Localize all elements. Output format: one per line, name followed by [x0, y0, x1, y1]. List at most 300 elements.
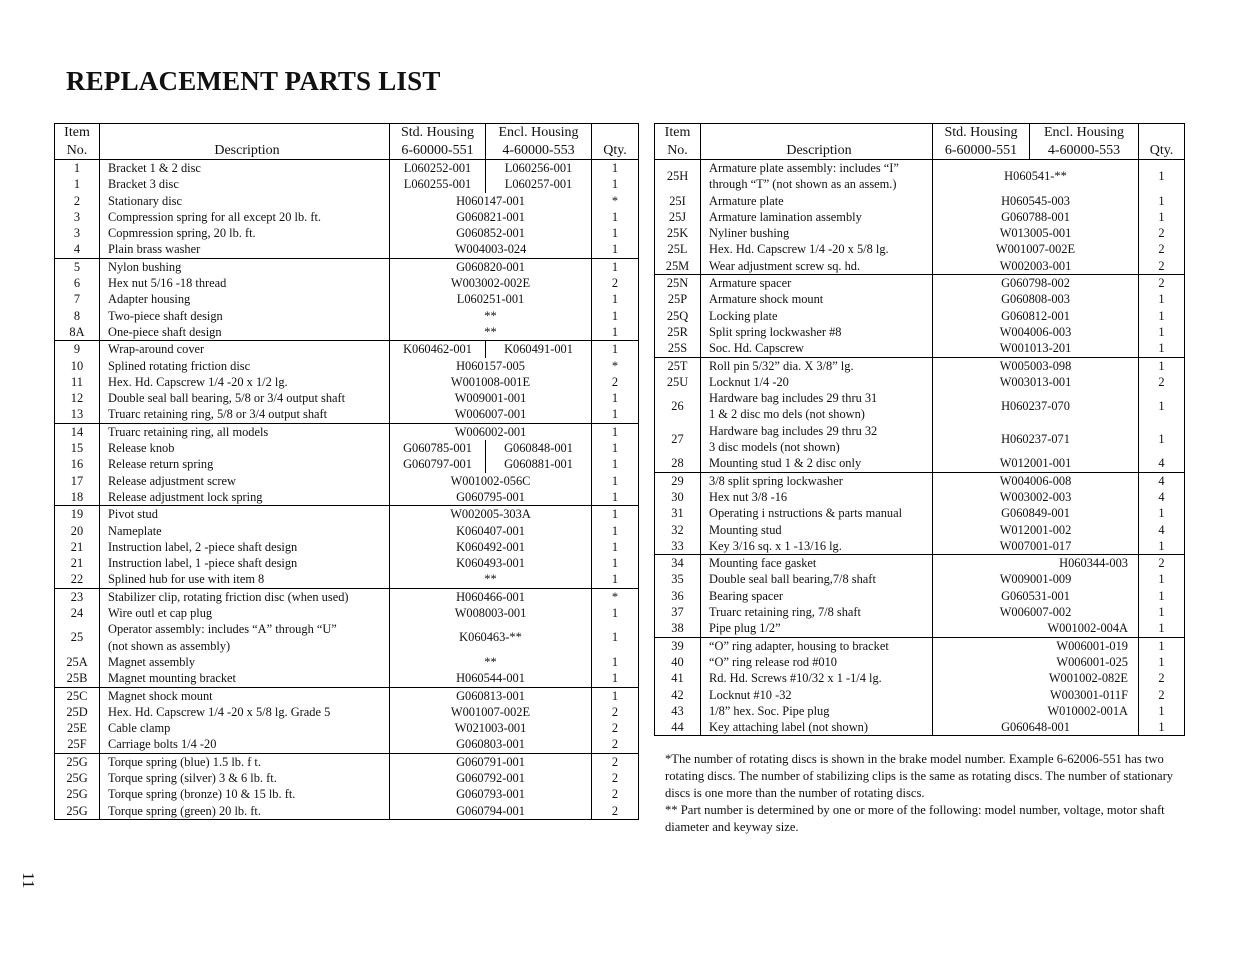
- table-row: [655, 324, 1185, 340]
- part-number: W005003-098: [933, 357, 1139, 374]
- part-number: H060544-001: [390, 670, 592, 687]
- table-row: [655, 472, 1185, 489]
- quantity: 2: [611, 803, 619, 818]
- quantity: 1: [611, 654, 619, 669]
- quantity: 1: [611, 489, 619, 504]
- encl-housing-part: G060848-001: [486, 440, 592, 456]
- part-number: W003002-003: [933, 489, 1139, 505]
- quantity: 1: [1158, 572, 1165, 587]
- table-row: [655, 571, 1185, 587]
- item-description: Mounting stud 1 & 2 disc only: [701, 455, 933, 472]
- description-line: (not shown as assembly): [108, 638, 231, 653]
- item-description: “O” ring adapter, housing to bracket: [701, 637, 933, 654]
- item-description: Locknut 1/4 -20: [701, 374, 933, 390]
- quantity: 1: [611, 391, 619, 406]
- encl-housing-part: L060257-001: [486, 176, 592, 192]
- part-number: W001013-201: [933, 340, 1139, 357]
- quantity: 1: [1158, 308, 1165, 323]
- item-number: 25C: [55, 687, 100, 704]
- item-description: Double seal ball bearing, 5/8 or 3/4 output shaft: [100, 390, 390, 406]
- table-row: [655, 160, 1185, 193]
- item-number: 25U: [655, 374, 701, 390]
- table-row: [55, 539, 639, 555]
- table-row: [55, 473, 639, 489]
- part-number: G060812-001: [933, 308, 1139, 324]
- quantity: *: [592, 588, 639, 605]
- part-number: W001002-056C: [390, 473, 592, 489]
- item-number: 2: [55, 193, 100, 209]
- part-number: G060648-001: [933, 719, 1139, 736]
- quantity: 1: [592, 687, 639, 704]
- quantity: 2: [611, 721, 619, 736]
- table-row: [655, 209, 1185, 225]
- item-description: Instruction label, 1 -piece shaft design: [100, 555, 390, 571]
- part-number: W001002-082E: [933, 670, 1139, 686]
- page-number: 11: [19, 872, 38, 889]
- table-row: [655, 687, 1185, 703]
- item-description: Hex. Hd. Capscrew 1/4 -20 x 1/2 lg.: [100, 374, 390, 390]
- table-row: [55, 736, 639, 753]
- quantity: 4: [1158, 522, 1165, 537]
- quantity: 1: [1158, 324, 1165, 339]
- quantity: 1: [1158, 506, 1165, 521]
- item-description: Truarc retaining ring, all models: [100, 423, 390, 440]
- quantity: 2: [611, 276, 619, 291]
- item-number: 44: [655, 719, 701, 736]
- item-number: 24: [55, 605, 100, 621]
- item-number: 16: [55, 456, 100, 472]
- table-row: [55, 225, 639, 241]
- table-row: [55, 654, 639, 670]
- item-description: Key 3/16 sq. x 1 -13/16 lg.: [701, 538, 933, 555]
- part-number: **: [390, 308, 592, 324]
- part-number: H060466-001: [390, 588, 592, 605]
- std-housing-part: L060255-001: [390, 176, 486, 192]
- table-row: [55, 605, 639, 621]
- part-number: W006007-001: [390, 406, 592, 423]
- quantity: 4: [1139, 472, 1185, 489]
- table-row: [655, 423, 1185, 456]
- item-description: Nylon bushing: [100, 258, 390, 275]
- part-number: G060788-001: [933, 209, 1139, 225]
- item-number: 25L: [655, 241, 701, 257]
- header-qty: Qty.: [592, 142, 639, 160]
- item-number: 43: [655, 703, 701, 719]
- part-number: H060237-071: [933, 423, 1139, 456]
- quantity: 2: [1158, 687, 1165, 702]
- item-description: Bracket 1 & 2 disc: [100, 160, 390, 177]
- description-line: through “T” (not shown as an assem.): [709, 177, 897, 192]
- part-number: W004006-003: [933, 324, 1139, 340]
- quantity: 1: [611, 308, 619, 323]
- item-number: 19: [55, 506, 100, 523]
- footnote-discs: *The number of rotating discs is shown in the brake model number. Example 6-62006-551 has two rotating discs. The number of stabilizing clips is the same as rotating discs. The number of stationary discs is one more than the number of rotating discs.: [665, 752, 1174, 800]
- item-description: Hex. Hd. Capscrew 1/4 -20 x 5/8 lg.: [701, 241, 933, 257]
- item-description: “O” ring release rod #010: [701, 654, 933, 670]
- part-number: G060808-003: [933, 291, 1139, 307]
- part-number: W003013-001: [933, 374, 1139, 390]
- part-number: G060531-001: [933, 588, 1139, 604]
- description-line: Hardware bag includes 29 thru 31: [709, 391, 878, 406]
- header-encl-housing: Encl. Housing: [486, 124, 592, 142]
- part-number: W010002-001A: [933, 703, 1139, 719]
- part-number: W008003-001: [390, 605, 592, 621]
- item-description: Truarc retaining ring, 7/8 shaft: [701, 604, 933, 620]
- item-number: 25D: [55, 704, 100, 720]
- item-description: Release adjustment screw: [100, 473, 390, 489]
- item-number: 25G: [55, 803, 100, 820]
- item-number: 37: [655, 604, 701, 620]
- part-number: H060541-**: [933, 160, 1139, 193]
- quantity: 1: [1139, 637, 1185, 654]
- table-row: [655, 670, 1185, 686]
- header-item: Item: [655, 124, 701, 142]
- quantity: 1: [611, 457, 619, 472]
- footnote-part-number: ** Part number is determined by one or more of the following: model number, voltage, motor shaft diameter and keyway size.: [665, 803, 1165, 834]
- part-number: L060251-001: [390, 291, 592, 307]
- part-number: G060794-001: [390, 803, 592, 820]
- part-number: **: [390, 571, 592, 588]
- part-number: **: [390, 654, 592, 670]
- item-number: 36: [655, 588, 701, 604]
- part-number: G060792-001: [390, 770, 592, 786]
- table-row: [655, 340, 1185, 357]
- item-number: 34: [655, 555, 701, 572]
- item-number: 40: [655, 654, 701, 670]
- encl-housing-part: K060491-001: [486, 341, 592, 358]
- item-number: 4: [55, 241, 100, 258]
- table-row: [55, 720, 639, 736]
- item-number: 25R: [655, 324, 701, 340]
- table-row: [655, 390, 1185, 423]
- item-number: 9: [55, 341, 100, 358]
- item-number: 41: [655, 670, 701, 686]
- part-number: W004006-008: [933, 472, 1139, 489]
- table-row: [55, 160, 639, 177]
- part-number: G060795-001: [390, 489, 592, 506]
- table-row: [655, 241, 1185, 257]
- item-description: Mounting face gasket: [701, 555, 933, 572]
- part-number: W009001-001: [390, 390, 592, 406]
- quantity: 1: [611, 161, 619, 175]
- part-number: W006007-002: [933, 604, 1139, 620]
- quantity: 1: [611, 177, 619, 192]
- item-number: 30: [655, 489, 701, 505]
- table-row: [55, 770, 639, 786]
- quantity: 1: [1158, 654, 1165, 669]
- table-row: [55, 687, 639, 704]
- part-number: G060849-001: [933, 505, 1139, 521]
- table-row: [655, 489, 1185, 505]
- item-number: 20: [55, 523, 100, 539]
- table-row: [55, 803, 639, 820]
- item-number: 1: [55, 160, 100, 177]
- table-row: [55, 753, 639, 770]
- item-description: Splined rotating friction disc: [100, 358, 390, 374]
- table-row: [655, 357, 1185, 374]
- quantity: 2: [592, 753, 639, 770]
- part-number: W003002-002E: [390, 275, 592, 291]
- quantity: 1: [1139, 357, 1185, 374]
- item-description: Splined hub for use with item 8: [100, 571, 390, 588]
- part-number: W012001-002: [933, 522, 1139, 538]
- description-line: Operator assembly: includes “A” through “U”: [108, 622, 337, 637]
- table-row: [55, 406, 639, 423]
- header-std-housing: Std. Housing: [933, 124, 1030, 142]
- item-description: Armature shock mount: [701, 291, 933, 307]
- std-housing-part: L060252-001: [390, 160, 486, 177]
- quantity: 1: [611, 209, 619, 224]
- item-description: Operating i nstructions & parts manual: [701, 505, 933, 521]
- item-number: 38: [655, 620, 701, 637]
- item-description: Stationary disc: [100, 193, 390, 209]
- quantity: 1: [611, 407, 619, 422]
- quantity: 4: [1158, 456, 1165, 471]
- table-row: [55, 308, 639, 324]
- table-row: [655, 588, 1185, 604]
- left-table-body: [55, 160, 639, 820]
- page-title: REPLACEMENT PARTS LIST: [66, 66, 441, 96]
- footnotes: [665, 751, 1185, 836]
- item-description: Pipe plug 1/2”: [701, 620, 933, 637]
- part-number: **: [390, 324, 592, 341]
- quantity: 2: [1139, 275, 1185, 292]
- item-number: 27: [655, 423, 701, 456]
- item-number: 7: [55, 291, 100, 307]
- item-number: 35: [655, 571, 701, 587]
- item-number: 31: [655, 505, 701, 521]
- table-row: [55, 786, 639, 802]
- item-description: Adapter housing: [100, 291, 390, 307]
- header-encl-housing: Encl. Housing: [1030, 124, 1139, 142]
- table-row: [55, 489, 639, 506]
- table-row: [655, 522, 1185, 538]
- part-number: W001002-004A: [933, 620, 1139, 637]
- table-row: [55, 324, 639, 341]
- item-description: Armature spacer: [701, 275, 933, 292]
- part-number: W001007-002E: [390, 704, 592, 720]
- table-row: [55, 291, 639, 307]
- table-row: [55, 555, 639, 571]
- table-row: [655, 555, 1185, 572]
- quantity: 1: [592, 258, 639, 275]
- table-row: [55, 523, 639, 539]
- item-description: Roll pin 5/32” dia. X 3/8” lg.: [701, 357, 933, 374]
- part-number: H060237-070: [933, 390, 1139, 423]
- table-row: [55, 440, 639, 456]
- item-description: Pivot stud: [100, 506, 390, 523]
- quantity: 1: [611, 671, 619, 686]
- table-row: [655, 654, 1185, 670]
- item-description: Compression spring for all except 20 lb. ft.: [100, 209, 390, 225]
- quantity: 1: [611, 441, 619, 456]
- item-description: Split spring lockwasher #8: [701, 324, 933, 340]
- item-description: Locking plate: [701, 308, 933, 324]
- part-number: W003001-011F: [933, 687, 1139, 703]
- part-number: W006002-001: [390, 423, 592, 440]
- std-housing-part: G060797-001: [390, 456, 486, 472]
- item-number: 25H: [655, 160, 701, 193]
- part-number: W021003-001: [390, 720, 592, 736]
- table-row: [655, 703, 1185, 719]
- item-description: Torque spring (silver) 3 & 6 lb. ft.: [100, 770, 390, 786]
- item-description: Key attaching label (not shown): [701, 719, 933, 736]
- item-description: Bracket 3 disc: [100, 176, 390, 192]
- right-table-body: [655, 160, 1185, 736]
- table-row: [55, 258, 639, 275]
- quantity: 1: [611, 606, 619, 621]
- quantity: 1: [611, 324, 619, 339]
- item-description: Release knob: [100, 440, 390, 456]
- quantity: 1: [1158, 431, 1165, 446]
- item-number: 21: [55, 555, 100, 571]
- item-number: 25B: [55, 670, 100, 687]
- quantity: 1: [611, 226, 619, 241]
- quantity: 2: [1158, 671, 1165, 686]
- part-number: G060820-001: [390, 258, 592, 275]
- item-description: Torque spring (green) 20 lb. ft.: [100, 803, 390, 820]
- item-number: 1: [55, 176, 100, 192]
- item-number: 25M: [655, 258, 701, 275]
- quantity: 2: [611, 704, 619, 719]
- quantity: 1: [1158, 169, 1165, 184]
- item-description: Torque spring (blue) 1.5 lb. f t.: [100, 753, 390, 770]
- item-number: 8A: [55, 324, 100, 341]
- table-row: [655, 719, 1185, 736]
- item-number: 25N: [655, 275, 701, 292]
- quantity: 2: [1158, 374, 1165, 389]
- table-row: [655, 291, 1185, 307]
- table-row: [55, 390, 639, 406]
- item-description: Release adjustment lock spring: [100, 489, 390, 506]
- item-description: Torque spring (bronze) 10 & 15 lb. ft.: [100, 786, 390, 802]
- item-number: 25J: [655, 209, 701, 225]
- item-number: 21: [55, 539, 100, 555]
- table-row: [655, 455, 1185, 472]
- item-description: [701, 390, 933, 423]
- table-row: [55, 358, 639, 374]
- part-number: H060545-003: [933, 193, 1139, 209]
- header-qty: Qty.: [1139, 142, 1185, 160]
- item-number: 25: [55, 621, 100, 654]
- item-description: Locknut #10 -32: [701, 687, 933, 703]
- quantity: 1: [1158, 209, 1165, 224]
- item-description: Cable clamp: [100, 720, 390, 736]
- item-description: Rd. Hd. Screws #10/32 x 1 -1/4 lg.: [701, 670, 933, 686]
- item-description: Magnet shock mount: [100, 687, 390, 704]
- table-row: [55, 209, 639, 225]
- table-row: [655, 505, 1185, 521]
- item-description: Wear adjustment screw sq. hd.: [701, 258, 933, 275]
- encl-housing-part: L060256-001: [486, 160, 592, 177]
- quantity: 1: [611, 572, 619, 587]
- quantity: 2: [1158, 258, 1165, 273]
- part-number: W001008-001E: [390, 374, 592, 390]
- table-row: [655, 258, 1185, 275]
- item-number: 6: [55, 275, 100, 291]
- item-description: [701, 423, 933, 456]
- part-number: G060803-001: [390, 736, 592, 753]
- table-row: [655, 637, 1185, 654]
- quantity: 1: [1158, 341, 1165, 356]
- part-number: W009001-009: [933, 571, 1139, 587]
- part-number: W007001-017: [933, 538, 1139, 555]
- table-row: [55, 588, 639, 605]
- item-description: 3/8 split spring lockwasher: [701, 472, 933, 489]
- table-row: [55, 275, 639, 291]
- encl-housing-part: G060881-001: [486, 456, 592, 472]
- item-number: 25G: [55, 770, 100, 786]
- item-description: Nameplate: [100, 523, 390, 539]
- parts-table-left: Item Std. Housing Encl. Housing No. Description 6-60000-551 4-60000-553 Qty. 1 Bracket 1 & 2 disc L060252-001 L060256-001 1 1 Bracket 3 disc L060255-001 L060257-001 1 2 Stationary disc H060147-001 * 3 Compression spring for all except 20 lb. ft. G060821-001 1 3 Copmression spring, 20 lb. ft. G060852-001 1 4 Plain brass washer W004003-024 1 5 Nylon bushing G060820-001 1 6 Hex nut 5/16 -18 thread W003002-002E 2 7 Adapter housing L060251-001 1 8 Two-piece shaft design ** 1 8A One-piece shaft design ** 1 9 Wrap-around cover K060462-001 K060491-001 1 10 Splined rotating friction disc H060157-005 * 11 Hex. Hd. Capscrew 1/4 -20 x 1/2 lg. W001008-001E 2 12 Double seal ball bearing, 5/8 or 3/4 output shaft W009001-001 1 13 Truarc retaining ring, 5/8 or 3/4 output shaft W006007-001 1 14 Truarc retaining ring, all models W006002-001 1 15 Release knob G060785-001 G060848-001 1 16 Release return spring G060797-001 G060881-001 1 17 Release adjustment screw W001002-056C 1 18 Release adjustment lock spring G060795-001 1 19 Pivot stud W002005-303A 1 20 Nameplate K060407-001 1 21 Instruction label, 2 -piece shaft design K060492-001 1 21 Instruction label, 1 -piece shaft design K060493-001 1 22 Splined hub for use with item 8 ** 1 23 Stabilizer clip, rotating friction disc (when used) H060466-001 * 24 Wire outl et cap plug W008003-001 1 25 Operator assembly: includes “A” through “U” (not shown as assembly) K060463-** 1 25A Magnet assembly ** 1 25B Magnet mounting bracket H060544-001 1 25C Magnet shock mount G060813-001 1 25D Hex. Hd. Capscrew 1/4 -20 x 5/8 lg. Grade 5 W001007-002E 2 25E Cable clamp W021003-001 2 25F Carriage bolts 1/4 -20 G060803-001 2 25G Torque spring (blue) 1.5 lb. f t. G060791-001 2 25G Torque spring (silver) 3 & 6 lb. ft. G060792-001 2 25G Torque spring (bronze) 10 & 15 lb. ft. G060793-001 2 25G Torque spring (green) 20 lb. ft. G060794-001 2: [54, 123, 639, 820]
- item-number: 25E: [55, 720, 100, 736]
- quantity: *: [611, 193, 619, 208]
- item-description: Instruction label, 2 -piece shaft design: [100, 539, 390, 555]
- quantity: 1: [1158, 605, 1165, 620]
- item-number: 39: [655, 637, 701, 654]
- quantity: 1: [611, 292, 619, 307]
- item-number: 25G: [55, 753, 100, 770]
- std-housing-part: G060785-001: [390, 440, 486, 456]
- quantity: 4: [1158, 489, 1165, 504]
- item-description: Hex nut 3/8 -16: [701, 489, 933, 505]
- description-line: Hardware bag includes 29 thru 32: [709, 423, 878, 438]
- item-description: Armature lamination assembly: [701, 209, 933, 225]
- quantity: 1: [1158, 621, 1165, 636]
- item-description: Bearing spacer: [701, 588, 933, 604]
- item-description: Double seal ball bearing,7/8 shaft: [701, 571, 933, 587]
- quantity: 1: [1158, 538, 1165, 553]
- item-number: 25F: [55, 736, 100, 753]
- item-description: Magnet mounting bracket: [100, 670, 390, 687]
- table-row: [55, 670, 639, 687]
- quantity: 1: [1158, 292, 1165, 307]
- item-number: 17: [55, 473, 100, 489]
- table-row: [55, 423, 639, 440]
- quantity: 1: [592, 506, 639, 523]
- quantity: 1: [611, 473, 619, 488]
- item-description: 1/8” hex. Soc. Pipe plug: [701, 703, 933, 719]
- item-description: Hex nut 5/16 -18 thread: [100, 275, 390, 291]
- header-item: Item: [55, 124, 100, 142]
- quantity: 2: [611, 770, 619, 785]
- item-description: Nyliner bushing: [701, 225, 933, 241]
- quantity: 2: [611, 737, 619, 752]
- table-row: [55, 341, 639, 358]
- part-number: W002003-001: [933, 258, 1139, 275]
- part-number: G060798-002: [933, 275, 1139, 292]
- item-description: Soc. Hd. Capscrew: [701, 340, 933, 357]
- quantity: *: [611, 358, 619, 373]
- quantity: 1: [1158, 588, 1165, 603]
- part-number: K060492-001: [390, 539, 592, 555]
- item-number: 25A: [55, 654, 100, 670]
- quantity: 2: [1139, 555, 1185, 572]
- item-description: Hex. Hd. Capscrew 1/4 -20 x 5/8 lg. Grade 5: [100, 704, 390, 720]
- item-description: Wrap-around cover: [100, 341, 390, 358]
- table-row: [55, 176, 639, 192]
- quantity: 1: [1158, 703, 1165, 718]
- quantity: 1: [1158, 720, 1165, 735]
- table-row: [55, 621, 639, 654]
- item-number: 28: [655, 455, 701, 472]
- part-number: G060791-001: [390, 753, 592, 770]
- item-number: 33: [655, 538, 701, 555]
- item-description: Carriage bolts 1/4 -20: [100, 736, 390, 753]
- part-number: W013005-001: [933, 225, 1139, 241]
- item-number: 42: [655, 687, 701, 703]
- item-description: Release return spring: [100, 456, 390, 472]
